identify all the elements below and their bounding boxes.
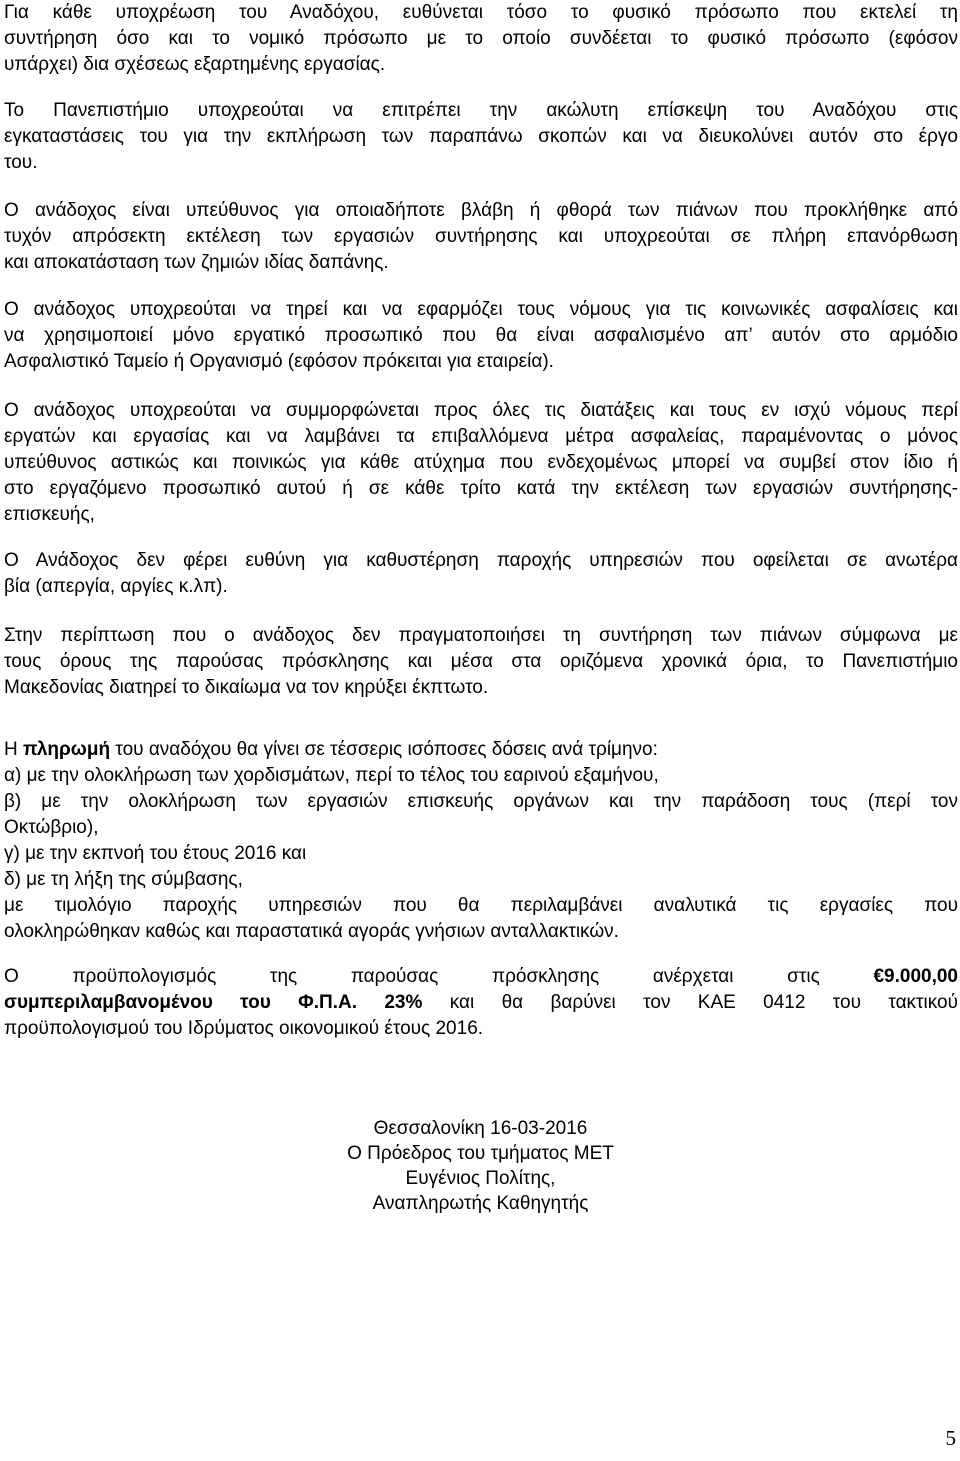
text-line: Ο ανάδοχος υποχρεούται να συμμορφώνεται προς όλες τις διατάξεις και τους εν ισχύ νόμους περί: [4, 400, 958, 421]
text-line: Μακεδονίας διατηρεί το δικαίωμα να τον κηρύξει έκπτωτο.: [4, 677, 489, 698]
budget-line: [4, 990, 958, 1016]
budget-line: [4, 964, 958, 990]
budget-text: Ο προϋπολογισμός της παρούσας πρόσκλησης ανέρχεται στις: [4, 966, 874, 987]
text-line: Στην περίπτωση που ο ανάδοχος δεν πραγματοποιήσει τη συντήρηση των πιάνων σύμφωνα με: [4, 625, 958, 646]
signature-title: Αναπληρωτής Καθηγητής: [372, 1193, 589, 1214]
payment-intro-text: Η: [4, 739, 23, 760]
payment-keyword: πληρωμή: [23, 739, 111, 760]
paragraph-responsibility: [4, 0, 958, 78]
budget-vat: συμπεριλαμβανομένου του Φ.Π.Α. 23%: [4, 992, 423, 1013]
text-line: επισκευής,: [4, 504, 95, 525]
budget-text: και θα βαρύνει τον ΚΑΕ 0412 του τακτικού: [422, 992, 959, 1013]
text-line: εργατών και εργασίας και να λαμβάνει τα επιβαλλόμενα μέτρα ασφαλείας, παραμένοντας ο μόνος: [4, 426, 958, 447]
payment-terms: με τιμολόγιο παροχής υπηρεσιών που θα περιλαμβάνει αναλυτικά τις εργασίες που: [4, 895, 958, 916]
paragraph-safety-compliance: [4, 398, 958, 528]
text-line: στο εργαζόμενο προσωπικό αυτού ή σε κάθε τρίτο κατά την εκτέλεση των εργασιών συντήρησης-: [4, 478, 958, 499]
signature-block: [4, 1116, 958, 1216]
paragraph-damage-liability: [4, 198, 958, 276]
text-line: και αποκατάσταση των ζημιών ιδίας δαπάνης.: [4, 252, 389, 273]
paragraph-force-majeure: [4, 548, 958, 600]
payment-item-d: δ) με τη λήξη της σύμβασης,: [4, 869, 243, 890]
payment-item-b: β) με την ολοκλήρωση των εργασιών επισκευής οργάνων και την παράδοση τους (περί τον: [4, 791, 958, 812]
text-line: Για κάθε υποχρέωση του Αναδόχου, ευθύνεται τόσο το φυσικό πρόσωπο που εκτελεί τη: [4, 2, 958, 23]
budget-line: προϋπολογισμού του Ιδρύματος οικονομικού έτους 2016.: [4, 1018, 484, 1039]
budget-amount: €9.000,00: [873, 966, 958, 987]
payment-intro-text: του αναδόχου θα γίνει σε τέσσερις ισόποσες δόσεις ανά τρίμηνο:: [110, 739, 658, 760]
text-line: να χρησιμοποιεί μόνο εργατικό προσωπικό που θα είναι ασφαλισμένο απ’ αυτόν στο αρμόδιο: [4, 325, 958, 346]
text-line: Ο Ανάδοχος δεν φέρει ευθύνη για καθυστέρηση παροχής υπηρεσιών που οφείλεται σε ανωτέρα: [4, 550, 958, 571]
signature-role: Ο Πρόεδρος του τμήματος ΜΕΤ: [347, 1143, 614, 1164]
text-line: τυχόν απρόσεκτη εκτέλεση των εργασιών συντήρησης και υποχρεούται σε πλήρη επανόρθωση: [4, 226, 958, 247]
paragraph-forfeiture: [4, 623, 958, 701]
payment-item-c: γ) με την εκπνοή του έτους 2016 και: [4, 843, 307, 864]
text-line: τους όρους της παρούσας πρόσκλησης και μέσα στα οριζόμενα χρονικά όρια, το Πανεπιστήμιο: [4, 651, 958, 672]
text-line: βία (απεργία, αργίες κ.λπ).: [4, 576, 228, 597]
text-line: του.: [4, 152, 38, 173]
text-line: συντήρηση όσο και το νομικό πρόσωπο με το οποίο συνδέεται το φυσικό πρόσωπο (εφόσον: [4, 28, 958, 49]
paragraph-social-insurance: [4, 297, 958, 375]
signature-name: Ευγένιος Πολίτης,: [405, 1168, 556, 1189]
paragraph-payment: [4, 737, 958, 945]
signature-place-date: Θεσσαλονίκη 16-03-2016: [373, 1118, 588, 1139]
text-line: Ασφαλιστικό Ταμείο ή Οργανισμό (εφόσον πρόκειται για εταιρεία).: [4, 351, 554, 372]
payment-item-a: α) με την ολοκλήρωση των χορδισμάτων, περί το τέλος του εαρινού εξαμήνου,: [4, 765, 659, 786]
text-line: υπάρχει) δια σχέσεως εξαρτημένης εργασίας.: [4, 54, 386, 75]
text-line: Ο ανάδοχος υποχρεούται να τηρεί και να εφαρμόζει τους νόμους για τις κοινωνικές ασφαλίσεις και: [4, 299, 958, 320]
text-line: Το Πανεπιστήμιο υποχρεούται να επιτρέπει την ακώλυτη επίσκεψη του Αναδόχου στις: [4, 100, 958, 121]
text-line: εγκαταστάσεις του για την εκπλήρωση των παραπάνω σκοπών και να διευκολύνει αυτόν στο έργο: [4, 126, 958, 147]
payment-terms-continued: ολοκληρώθηκαν καθώς και παραστατικά αγοράς γνήσιων ανταλλακτικών.: [4, 921, 619, 942]
text-line: Ο ανάδοχος είναι υπεύθυνος για οποιαδήποτε βλάβη ή φθορά των πιάνων που προκλήθηκε από: [4, 200, 958, 221]
paragraph-budget: [4, 964, 958, 1042]
payment-item-b-continued: Οκτώβριο),: [4, 817, 99, 838]
page-number: 5: [945, 1426, 956, 1450]
text-line: υπεύθυνος αστικώς και ποινικώς για κάθε ατύχημα που ενδεχομένως μπορεί να συμβεί στον ίδιο ή: [4, 452, 958, 473]
payment-intro: [4, 737, 958, 763]
paragraph-university-access: [4, 98, 958, 176]
